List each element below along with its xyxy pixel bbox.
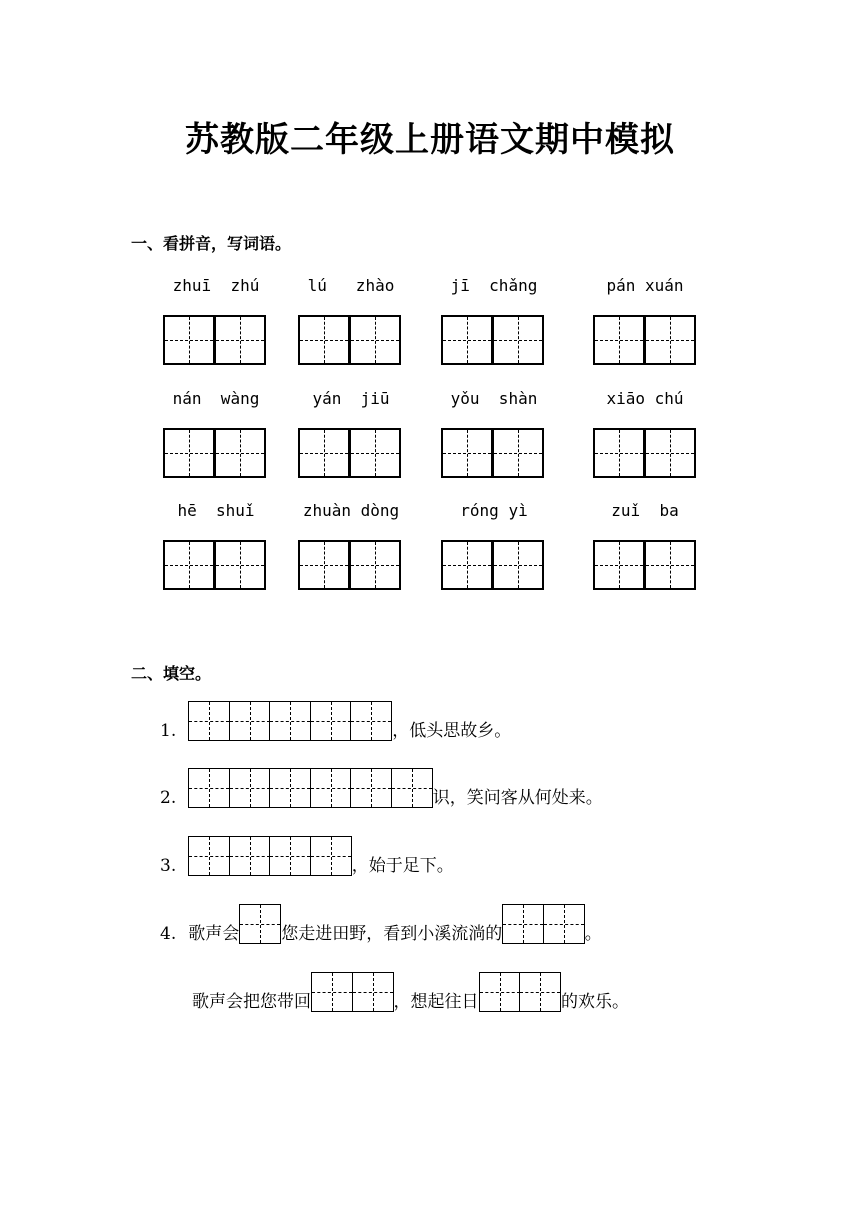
writing-cell[interactable] [441, 540, 493, 590]
writing-cell[interactable] [593, 428, 645, 478]
writing-cell[interactable] [188, 701, 230, 741]
writing-grid[interactable] [298, 315, 401, 365]
pinyin-label: hē shuǐ [177, 501, 255, 520]
writing-cell[interactable] [519, 972, 561, 1012]
writing-grid[interactable] [441, 540, 544, 590]
writing-grid[interactable] [593, 540, 696, 590]
question-number: 2. [160, 788, 177, 808]
page-title: 苏教版二年级上册语文期中模拟 [185, 120, 675, 160]
writing-cell[interactable] [229, 768, 271, 808]
question-text: 歌声会 [188, 924, 240, 944]
writing-grid[interactable] [441, 315, 544, 365]
writing-cell[interactable] [298, 540, 350, 590]
writing-cell[interactable] [310, 768, 352, 808]
writing-grid[interactable] [163, 428, 266, 478]
question-text: 您走进田野，看到小溪流淌的 [281, 924, 503, 944]
writing-cell[interactable] [492, 428, 544, 478]
writing-cell[interactable] [391, 768, 433, 808]
writing-cell[interactable] [593, 315, 645, 365]
pinyin-label: xiāo chú [606, 389, 684, 408]
writing-cell[interactable] [350, 701, 392, 741]
writing-cell[interactable] [593, 540, 645, 590]
pinyin-label: jī chǎng [450, 276, 538, 295]
writing-grid[interactable] [163, 540, 266, 590]
writing-grid[interactable] [441, 428, 544, 478]
writing-cell[interactable] [214, 428, 266, 478]
question-text: 。 [584, 924, 602, 944]
answer-grid[interactable] [479, 972, 562, 1012]
writing-cell[interactable] [441, 315, 493, 365]
fill-question-4 [160, 904, 602, 944]
pinyin-label: zuǐ ba [611, 501, 679, 520]
writing-cell[interactable] [311, 972, 353, 1012]
question-text: 的欢乐。 [561, 992, 629, 1012]
pinyin-label: pán xuán [606, 276, 684, 295]
writing-cell[interactable] [269, 701, 311, 741]
writing-cell[interactable] [543, 904, 585, 944]
writing-cell[interactable] [352, 972, 394, 1012]
question-text: 歌声会把您带回 [192, 992, 311, 1012]
writing-cell[interactable] [492, 540, 544, 590]
writing-grid[interactable] [298, 428, 401, 478]
pinyin-label: róng yì [460, 501, 528, 520]
pinyin-label: lú zhào [307, 276, 395, 295]
pinyin-label: yán jiū [312, 389, 390, 408]
question-number: 4. [160, 924, 177, 944]
answer-grid[interactable] [502, 904, 585, 944]
pinyin-label: nán wàng [172, 389, 260, 408]
answer-grid[interactable] [188, 768, 433, 808]
answer-grid[interactable] [188, 701, 392, 741]
writing-cell[interactable] [239, 904, 281, 944]
writing-cell[interactable] [644, 428, 696, 478]
answer-grid[interactable] [188, 836, 352, 876]
question-text: ，始于足下。 [351, 856, 454, 876]
writing-cell[interactable] [163, 315, 215, 365]
writing-grid[interactable] [593, 428, 696, 478]
writing-cell[interactable] [310, 836, 352, 876]
writing-cell[interactable] [163, 540, 215, 590]
writing-grid[interactable] [593, 315, 696, 365]
writing-cell[interactable] [163, 428, 215, 478]
writing-cell[interactable] [349, 428, 401, 478]
writing-cell[interactable] [644, 315, 696, 365]
section-heading-fill: 二、填空。 [131, 664, 212, 683]
fill-question-4-line-2 [192, 972, 629, 1012]
writing-cell[interactable] [502, 904, 544, 944]
question-text: ，想起往日 [393, 992, 479, 1012]
writing-cell[interactable] [298, 428, 350, 478]
fill-question-1 [160, 701, 511, 741]
writing-cell[interactable] [479, 972, 521, 1012]
answer-grid[interactable] [239, 904, 281, 944]
writing-cell[interactable] [269, 836, 311, 876]
writing-cell[interactable] [350, 768, 392, 808]
writing-cell[interactable] [229, 701, 271, 741]
writing-cell[interactable] [229, 836, 271, 876]
writing-cell[interactable] [349, 315, 401, 365]
writing-cell[interactable] [188, 768, 230, 808]
pinyin-label: zhuàn dòng [302, 501, 400, 520]
writing-grid[interactable] [298, 540, 401, 590]
section-heading-pinyin: 一、看拼音，写词语。 [131, 234, 292, 253]
writing-cell[interactable] [298, 315, 350, 365]
writing-cell[interactable] [349, 540, 401, 590]
fill-question-2 [160, 768, 603, 808]
writing-cell[interactable] [310, 701, 352, 741]
writing-cell[interactable] [188, 836, 230, 876]
question-text: ，低头思故乡。 [392, 721, 512, 741]
writing-cell[interactable] [214, 540, 266, 590]
writing-cell[interactable] [214, 315, 266, 365]
pinyin-label: yǒu shàn [450, 389, 538, 408]
pinyin-label: zhuī zhú [172, 276, 260, 295]
fill-question-3 [160, 836, 454, 876]
writing-cell[interactable] [492, 315, 544, 365]
answer-grid[interactable] [311, 972, 394, 1012]
question-number: 3. [160, 856, 177, 876]
writing-grid[interactable] [163, 315, 266, 365]
writing-cell[interactable] [441, 428, 493, 478]
question-text: 识，笑问客从何处来。 [432, 788, 603, 808]
question-number: 1. [160, 721, 177, 741]
writing-cell[interactable] [269, 768, 311, 808]
writing-cell[interactable] [644, 540, 696, 590]
